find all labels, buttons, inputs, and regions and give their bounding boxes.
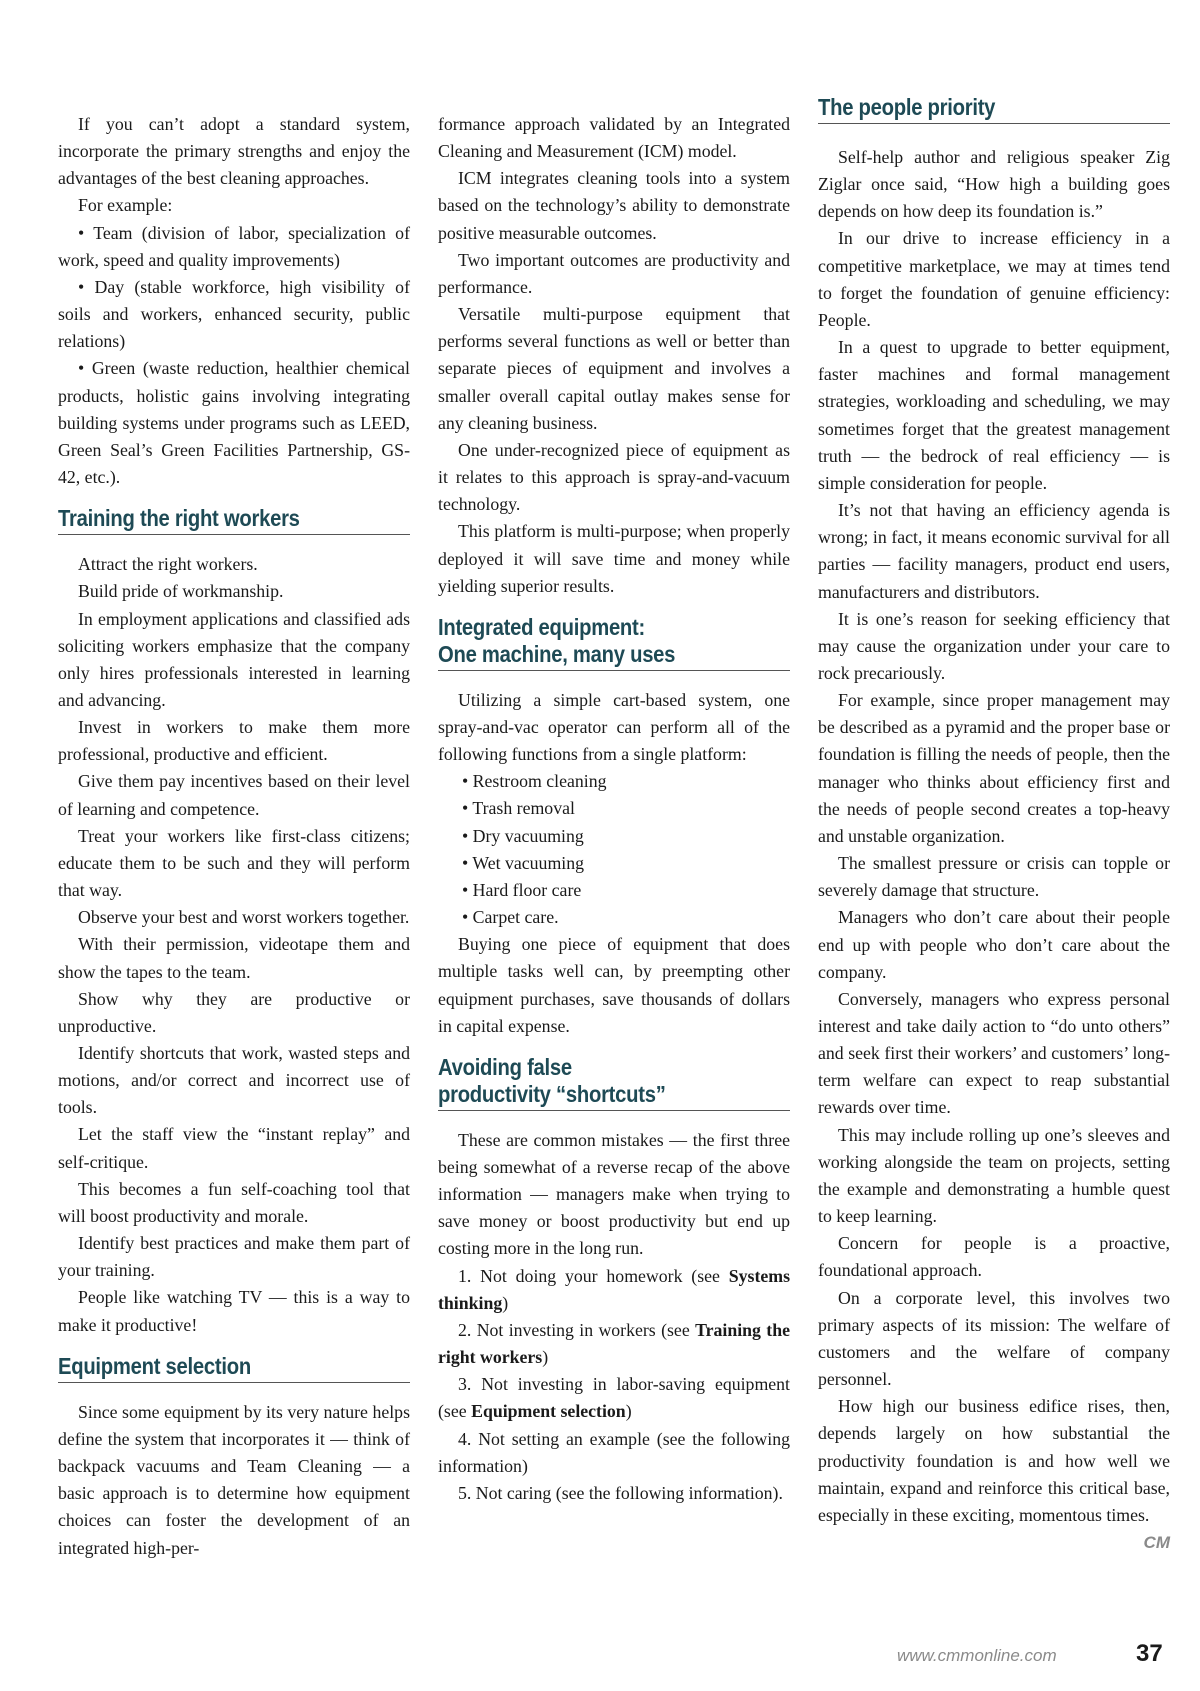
mistakes-intro: These are common mistakes — the first three being somewhat of a reverse recap of the above information — managers make when trying to save money or boost productivity but end up costing more in the long run.	[438, 1129, 790, 1259]
people-paragraph: The smallest pressure or crisis can topple or severely damage that structure.	[818, 853, 1170, 901]
final-paragraph: How high our business edifice rises, then, depends largely on how substantial the productivity foundation is and how well we maintain, expand and reinforce this critical base, especially in these exciting, momentous times. CM	[818, 1393, 1170, 1529]
function-list-item: • Carpet care.	[462, 907, 559, 928]
people-paragraph: For example, since proper management may be described as a pyramid and the proper base or foundation is filling the needs of people, then the manager who thinks about efficiency first and the needs of people second creates a top-heavy and unstable organization.	[818, 690, 1170, 846]
function-list-item: • Restroom cleaning	[462, 771, 607, 792]
heading-integrated-equipment	[438, 614, 790, 671]
people-paragraph: Managers who don’t care about their people end up with people who don’t care about the company.	[818, 907, 1170, 982]
utilizing-paragraph: Utilizing a simple cart-based system, one spray-and-vac operator can perform all of the following functions from a single platform:	[438, 689, 790, 765]
icm-paragraph: This platform is multi-purpose; when properly deployed it will save time and money while yielding superior results.	[438, 521, 790, 596]
training-paragraph: Identify best practices and make them part of your training.	[58, 1233, 410, 1281]
column-3	[818, 94, 1170, 1556]
bullet-day: • Day (stable workforce, high visibility of soils and workers, enhanced security, public relations)	[58, 276, 410, 352]
people-paragraph: It’s not that having an efficiency agenda is wrong; in fact, it means economic survival for all parties — facility managers, product end users, manufacturers and distributors.	[818, 500, 1170, 602]
training-paragraph: People like watching TV — this is a way to make it productive!	[58, 1287, 410, 1335]
column-2	[438, 111, 790, 1507]
training-paragraph: Give them pay incentives based on their level of learning and competence.	[58, 771, 410, 819]
people-paragraph: It is one’s reason for seeking efficiency that may cause the organization under your care to rock precariously.	[818, 608, 1170, 683]
for-example-label: For example:	[78, 195, 173, 216]
training-paragraph: Build pride of workmanship.	[78, 581, 284, 602]
intro-paragraph: If you can’t adopt a standard system, incorporate the primary strengths and enjoy the advantages of the best cleaning approaches.	[58, 114, 410, 189]
heading-people-priority: The people priority	[818, 94, 1170, 124]
people-paragraph: In our drive to increase efficiency in a competitive marketplace, we may at times tend to forget the foundation of genuine efficiency: People.	[818, 228, 1170, 330]
cross-reference: Equipment selection	[471, 1401, 626, 1422]
people-paragraph: Self-help author and religious speaker Zig Ziglar once said, “How high a building goes depends on how deep its foundation is.”	[818, 147, 1170, 222]
column-1	[58, 111, 410, 1562]
heading-line: Avoiding false	[438, 1053, 572, 1080]
training-paragraph: Observe your best and worst workers together.	[78, 907, 410, 928]
equipment-paragraph: Since some equipment by its very nature helps define the system that incorporates it — think of backpack vacuums and Team Cleaning — a basic approach is to determine how equipment choices can foster the development of an integrated high-per-	[58, 1401, 410, 1558]
heading-equipment-selection: Equipment selection	[58, 1353, 410, 1383]
icm-paragraph: Versatile multi-purpose equipment that performs several functions as well or better than separate pieces of equipment and involves a smaller overall capital outlay makes sense for any cleaning business.	[438, 304, 790, 433]
website-url: www.cmmonline.com	[897, 1646, 1057, 1665]
heading-line: productivity “shortcuts”	[438, 1080, 666, 1107]
icm-paragraph: Two important outcomes are productivity and performance.	[438, 249, 790, 297]
training-paragraph: Invest in workers to make them more professional, productive and efficient.	[58, 717, 410, 765]
heading-training: Training the right workers	[58, 505, 410, 535]
training-paragraph: Treat your workers like first-class citizens; educate them to be such and they will perform that way.	[58, 825, 410, 901]
heading-avoiding-shortcuts	[438, 1054, 790, 1111]
people-paragraph: Concern for people is a proactive, foundational approach.	[818, 1233, 1170, 1281]
mistake-4: 4. Not setting an example (see the following information)	[438, 1428, 790, 1476]
end-mark: CM	[1143, 1532, 1170, 1552]
mistake-3: 3. Not investing in labor-saving equipment (see Equipment selection)	[438, 1374, 790, 1422]
page-number: 37	[1136, 1640, 1163, 1667]
training-paragraph: In employment applications and classified ads soliciting workers emphasize that the company only hires professionals interested in learning and advancing.	[58, 608, 410, 710]
training-paragraph: Show why they are productive or unproductive.	[58, 988, 410, 1036]
training-paragraph: Identify shortcuts that work, wasted steps and motions, and/or correct and incorrect use of tools.	[58, 1043, 410, 1118]
training-paragraph: This becomes a fun self-coaching tool that will boost productivity and morale.	[58, 1178, 410, 1226]
function-list-item: • Wet vacuuming	[462, 852, 584, 873]
function-list-item: • Hard floor care	[462, 879, 582, 900]
bullet-green: • Green (waste reduction, healthier chemical products, holistic gains involving integrating building systems under programs such as LEED, Green Seal’s Green Facilities Partnership, GS-42, etc.).	[58, 358, 410, 488]
icm-paragraph: One under-recognized piece of equipment as it relates to this approach is spray-and-vacuum technology.	[438, 439, 790, 515]
cross-reference: Training the right workers	[438, 1319, 790, 1368]
bullet-team: • Team (division of labor, specialization of work, speed and quality improvements)	[58, 222, 410, 270]
people-paragraph: In a quest to upgrade to better equipment, faster machines and formal management strategies, workloading and scheduling, we may sometimes forget that the greatest management truth — the bedrock of real efficiency — is simple consideration for people.	[818, 337, 1170, 493]
function-list-item: • Trash removal	[462, 798, 575, 819]
continued-paragraph: formance approach validated by an Integrated Cleaning and Measurement (ICM) model.	[438, 114, 790, 162]
people-paragraph: On a corporate level, this involves two primary aspects of its mission: The welfare of customers and the welfare of company personnel.	[818, 1287, 1170, 1390]
mistake-1: 1. Not doing your homework (see Systems thinking)	[438, 1265, 790, 1313]
training-paragraph: Attract the right workers.	[78, 554, 258, 575]
people-paragraph: Conversely, managers who express personal interest and take daily action to “do unto others” and seek first their workers’ and customers’ long-term welfare can expect to reap substantial rewards over time.	[818, 988, 1170, 1118]
icm-paragraph: ICM integrates cleaning tools into a system based on the technology’s ability to demonstrate positive measurable outcomes.	[438, 168, 790, 243]
mistake-2: 2. Not investing in workers (see Training the right workers)	[438, 1319, 790, 1368]
training-paragraph: With their permission, videotape them and show the tapes to the team.	[58, 934, 410, 982]
heading-line: One machine, many uses	[438, 640, 676, 667]
buying-paragraph: Buying one piece of equipment that does multiple tasks well can, by preempting other equipment purchases, save thousands of dollars in capital expense.	[438, 934, 790, 1036]
cross-reference: Systems thinking	[438, 1265, 790, 1313]
training-paragraph: Let the staff view the “instant replay” and self-critique.	[58, 1124, 410, 1172]
mistake-5: 5. Not caring (see the following information).	[458, 1482, 783, 1503]
heading-line: Integrated equipment:	[438, 613, 645, 640]
people-paragraph: This may include rolling up one’s sleeves and working alongside the team on projects, setting the example and demonstrating a humble quest to keep learning.	[818, 1124, 1170, 1227]
function-list-item: • Dry vacuuming	[462, 825, 584, 846]
